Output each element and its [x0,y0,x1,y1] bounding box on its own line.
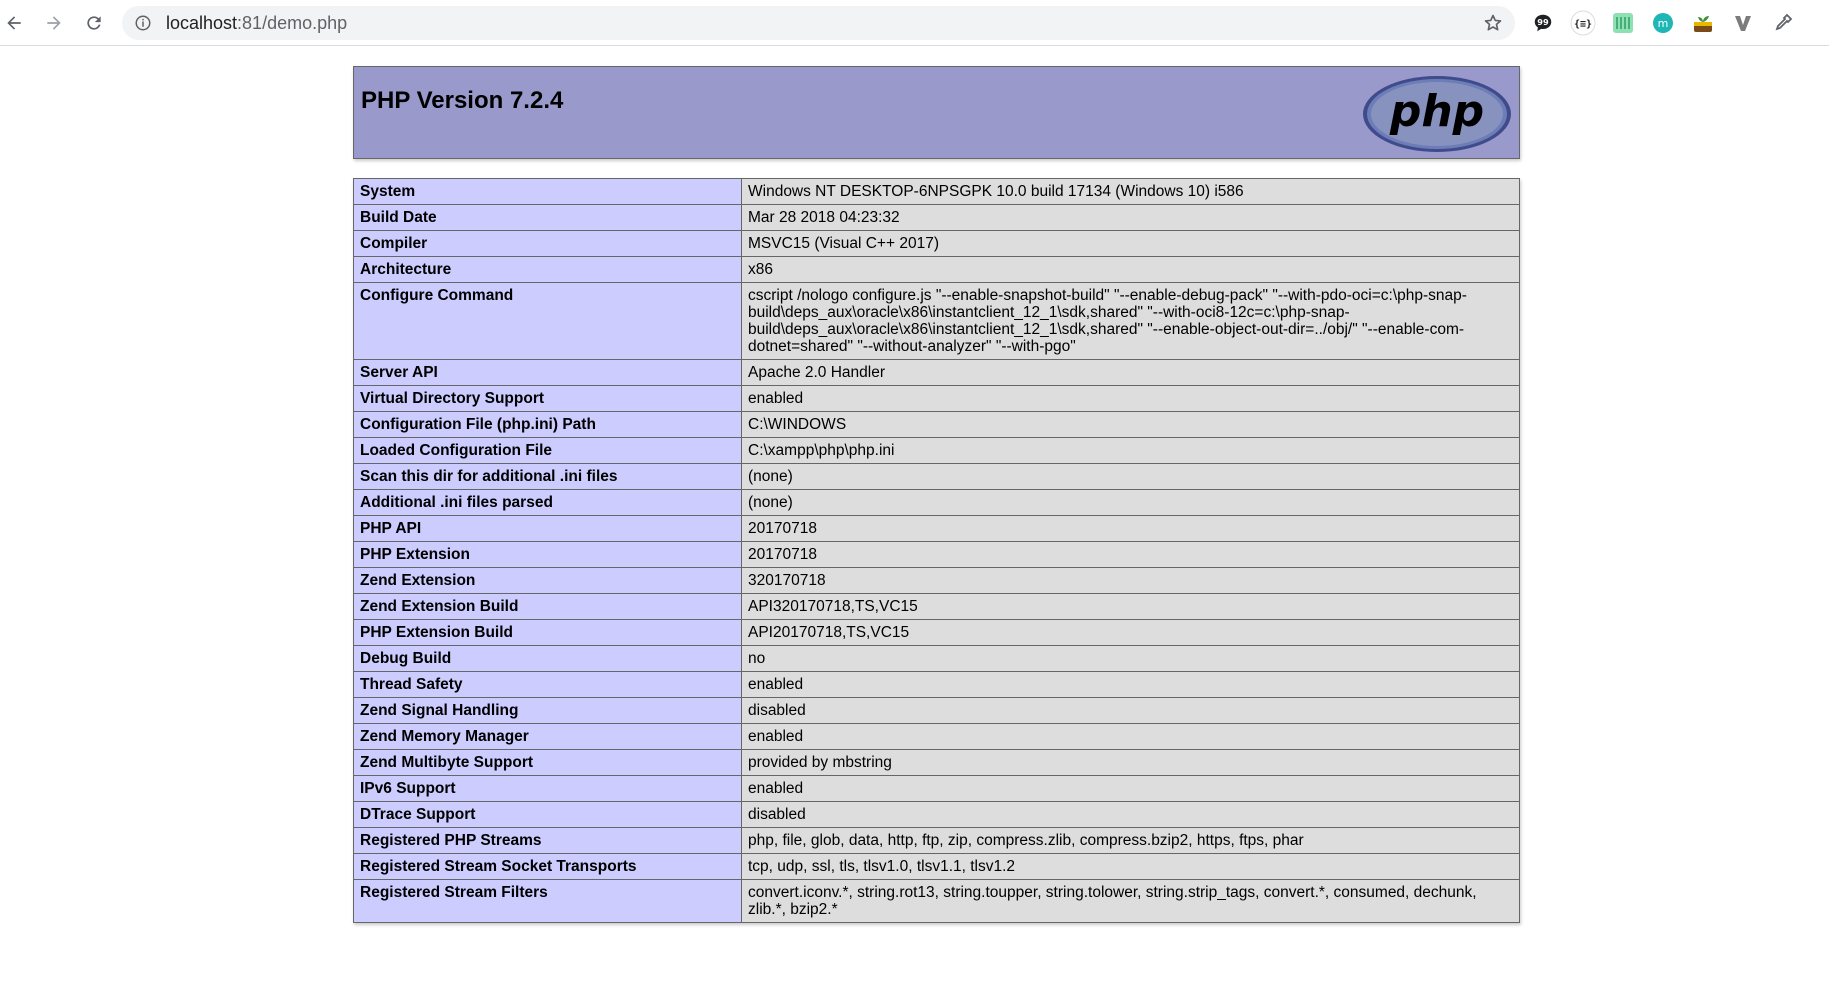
url-text[interactable] [166,13,347,34]
table-row [354,672,1520,698]
row-label: PHP Extension [354,542,742,568]
row-label: PHP API [354,516,742,542]
url-host: localhost [166,13,238,33]
v-icon[interactable] [1730,10,1756,36]
row-label: Server API [354,360,742,386]
row-value: C:\xampp\php\php.ini [742,438,1520,464]
row-label: Additional .ini files parsed [354,490,742,516]
address-bar[interactable] [122,6,1515,40]
row-value: C:\WINDOWS [742,412,1520,438]
php-info-table [353,178,1520,923]
row-label: Zend Extension Build [354,594,742,620]
table-row [354,283,1520,360]
row-label: Zend Memory Manager [354,724,742,750]
table-row [354,594,1520,620]
row-label: Configure Command [354,283,742,360]
row-value: enabled [742,776,1520,802]
row-value: enabled [742,672,1520,698]
json-icon[interactable] [1570,10,1596,36]
page-title: PHP Version 7.2.4 [361,87,564,114]
row-label: IPv6 Support [354,776,742,802]
row-value: Windows NT DESKTOP-6NPSGPK 10.0 build 17134 (Windows 10) i586 [742,179,1520,205]
row-label: Virtual Directory Support [354,386,742,412]
table-row [354,412,1520,438]
url-path: :81/demo.php [237,13,348,33]
table-row [354,516,1520,542]
table-row [354,568,1520,594]
row-value: 20170718 [742,516,1520,542]
row-label: Registered Stream Socket Transports [354,854,742,880]
table-row [354,205,1520,231]
row-value: enabled [742,724,1520,750]
php-logo-text: php [1389,86,1485,137]
table-row [354,179,1520,205]
table-row [354,620,1520,646]
row-value: no [742,646,1520,672]
row-label: Thread Safety [354,672,742,698]
back-button[interactable] [0,9,28,37]
svg-text:99: 99 [1537,16,1549,27]
table-row [354,386,1520,412]
row-label: Zend Extension [354,568,742,594]
table-row [354,490,1520,516]
row-label: Architecture [354,257,742,283]
svg-text:m: m [1657,17,1669,30]
table-row [354,854,1520,880]
row-value: 20170718 [742,542,1520,568]
row-value: tcp, udp, ssl, tls, tlsv1.0, tlsv1.1, tlsv1.2 [742,854,1520,880]
row-value: Mar 28 2018 04:23:32 [742,205,1520,231]
row-label: Compiler [354,231,742,257]
bookmark-star-icon[interactable] [1483,13,1503,33]
row-label: Zend Multibyte Support [354,750,742,776]
eyedropper-icon[interactable] [1770,10,1796,36]
php-logo-icon[interactable] [1361,74,1513,154]
row-value: provided by mbstring [742,750,1520,776]
row-label: PHP Extension Build [354,620,742,646]
row-value: enabled [742,386,1520,412]
table-row [354,542,1520,568]
php-info-rows [354,179,1520,923]
arrow-left-icon [4,13,24,33]
row-value: php, file, glob, data, http, ftp, zip, compress.zlib, compress.bzip2, https, ftps, phar [742,828,1520,854]
row-label: Scan this dir for additional .ini files [354,464,742,490]
table-row [354,360,1520,386]
table-row [354,231,1520,257]
row-value: disabled [742,698,1520,724]
m-icon[interactable] [1650,10,1676,36]
browser-toolbar [0,0,1829,46]
row-label: Zend Signal Handling [354,698,742,724]
info-icon[interactable] [134,14,152,32]
svg-text:{≡}: {≡} [1573,19,1593,30]
row-label: Registered PHP Streams [354,828,742,854]
table-row [354,828,1520,854]
table-row [354,698,1520,724]
table-row [354,438,1520,464]
reload-button[interactable] [80,9,108,37]
row-value: API20170718,TS,VC15 [742,620,1520,646]
row-value: disabled [742,802,1520,828]
table-row [354,802,1520,828]
table-row [354,646,1520,672]
row-value: cscript /nologo configure.js "--enable-snapshot-build" "--enable-debug-pack" "--with-pdo-oci=c:\php-snap-build\deps_aux\oracle\x86\instantclient_12_1\sdk,shared" "--with-oci8-12c=c:\php-snap-build\deps_aux\oracle\x86\instantclient_12_1\sdk,shared" "--enable-object-out-dir=../obj/" "--enable-com-dotnet=shared" "--without-analyzer" "--with-pgo" [742,283,1520,360]
table-row [354,776,1520,802]
chat-bubble-icon[interactable] [1530,10,1556,36]
forward-button[interactable] [40,9,68,37]
row-value: Apache 2.0 Handler [742,360,1520,386]
table-row [354,750,1520,776]
table-row [354,257,1520,283]
arrow-right-icon [44,13,64,33]
row-label: DTrace Support [354,802,742,828]
plant-icon[interactable] [1690,10,1716,36]
php-version-header [353,66,1520,159]
grid-icon[interactable] [1610,10,1636,36]
row-value: API320170718,TS,VC15 [742,594,1520,620]
row-label: Debug Build [354,646,742,672]
row-value: (none) [742,464,1520,490]
row-label: Registered Stream Filters [354,880,742,923]
row-label: Loaded Configuration File [354,438,742,464]
row-value: convert.iconv.*, string.rot13, string.toupper, string.tolower, string.strip_tags, convert.*, consumed, dechunk, zlib.*, bzip2.* [742,880,1520,923]
row-value: 320170718 [742,568,1520,594]
row-value: x86 [742,257,1520,283]
row-value: (none) [742,490,1520,516]
phpinfo-container [353,66,1520,923]
row-value: MSVC15 (Visual C++ 2017) [742,231,1520,257]
table-row [354,880,1520,923]
row-label: System [354,179,742,205]
row-label: Build Date [354,205,742,231]
reload-icon [84,13,104,33]
row-label: Configuration File (php.ini) Path [354,412,742,438]
table-row [354,724,1520,750]
table-row [354,464,1520,490]
